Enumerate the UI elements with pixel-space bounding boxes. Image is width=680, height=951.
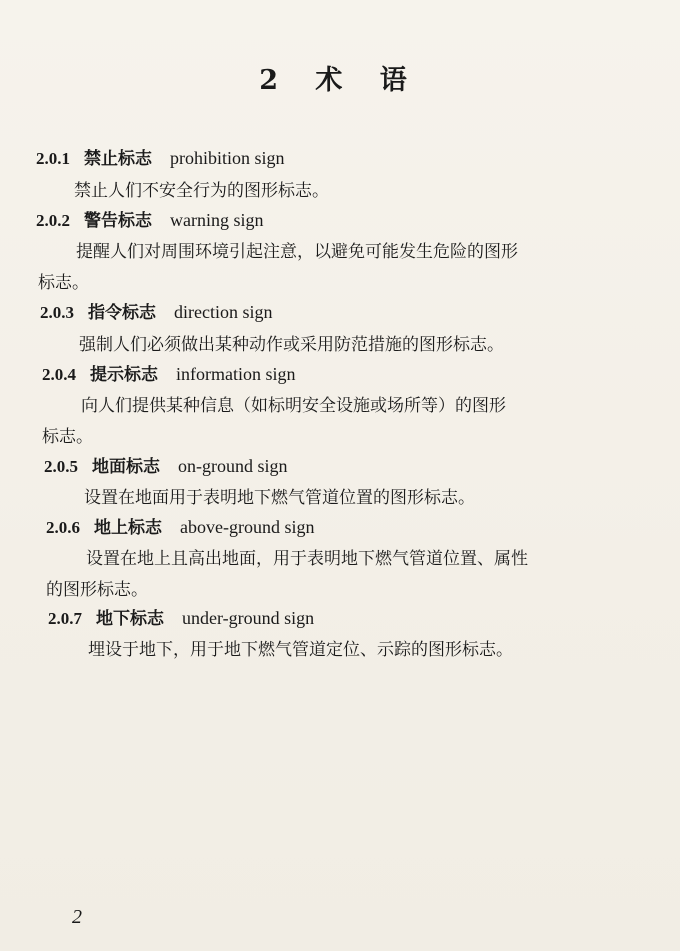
term-english: direction sign <box>174 302 273 322</box>
term-entry-2-0-7 <box>48 604 314 629</box>
term-chinese: 提示标志 <box>90 365 158 385</box>
page-number: 2 <box>72 906 82 928</box>
term-definition: 禁止人们不安全行为的图形标志。 <box>74 181 329 201</box>
term-chinese: 地面标志 <box>92 457 160 477</box>
term-number: 2.0.2 <box>36 211 70 230</box>
term-definition: 设置在地面用于表明地下燃气管道位置的图形标志。 <box>84 488 475 508</box>
term-number: 2.0.7 <box>48 609 82 628</box>
term-english: under-ground sign <box>182 608 315 628</box>
term-entry-2-0-2 <box>36 206 264 231</box>
term-chinese: 警告标志 <box>84 211 152 231</box>
term-chinese: 地上标志 <box>94 518 162 538</box>
term-definition: 强制人们必须做出某种动作或采用防范措施的图形标志。 <box>79 335 504 355</box>
term-english: warning sign <box>170 210 264 230</box>
term-number: 2.0.1 <box>36 149 70 168</box>
section-title: 2 术 语 <box>259 65 421 96</box>
term-english: on-ground sign <box>178 456 288 476</box>
term-entry-2-0-4 <box>42 360 296 385</box>
term-definition: 设置在地上且高出地面，用于表明地下燃气管道位置、属性 <box>86 549 528 569</box>
term-entry-2-0-1 <box>36 144 285 169</box>
term-english: prohibition sign <box>170 148 285 168</box>
term-entry-2-0-5 <box>44 452 288 477</box>
term-chinese: 禁止标志 <box>84 149 152 169</box>
term-definition-continued: 标志。 <box>38 273 89 293</box>
term-chinese: 指令标志 <box>88 303 156 323</box>
term-number: 2.0.3 <box>40 303 74 322</box>
term-number: 2.0.4 <box>42 365 76 384</box>
term-definition-continued: 的图形标志。 <box>46 580 148 600</box>
term-entry-2-0-6 <box>46 513 314 538</box>
term-definition-continued: 标志。 <box>42 427 93 447</box>
term-definition: 埋设于地下，用于地下燃气管道定位、示踪的图形标志。 <box>88 640 513 660</box>
term-number: 2.0.6 <box>46 518 80 537</box>
term-english: above-ground sign <box>180 517 315 537</box>
term-entry-2-0-3 <box>40 298 272 323</box>
term-english: information sign <box>176 364 296 384</box>
term-definition: 向人们提供某种信息（如标明安全设施或场所等）的图形 <box>81 396 506 416</box>
term-chinese: 地下标志 <box>96 609 164 629</box>
term-definition: 提醒人们对周围环境引起注意，以避免可能发生危险的图形 <box>76 242 518 262</box>
term-number: 2.0.5 <box>44 457 78 476</box>
